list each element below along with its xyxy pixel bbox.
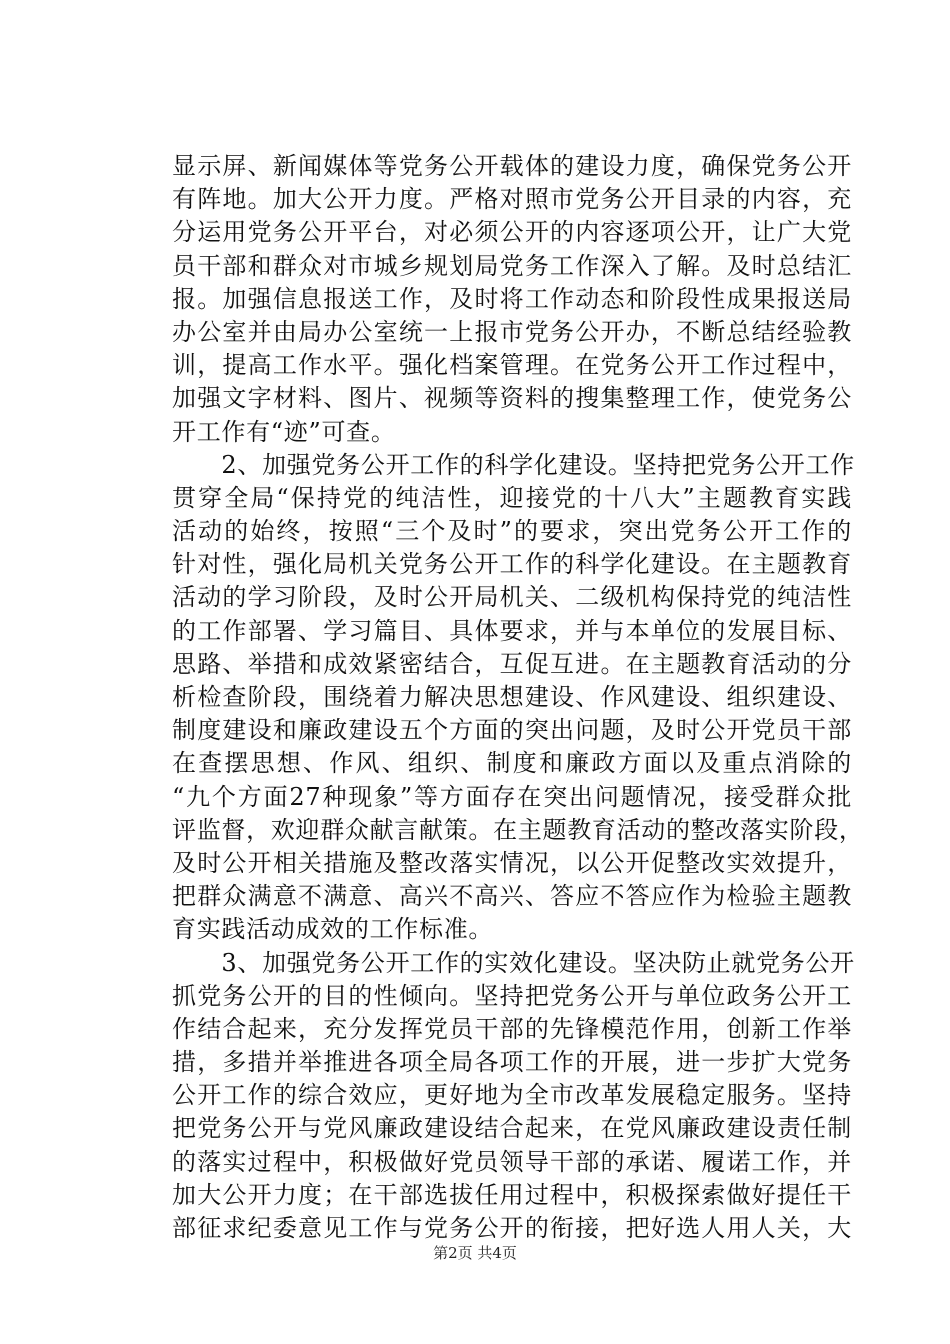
text-line: 评监督，欢迎群众献言献策。在主题教育活动的整改落实阶段， <box>172 815 864 844</box>
text-line: 办公室并由局办公室统一上报市党务公开办，不断总结经验教 <box>172 317 852 346</box>
text-line: 把党务公开与党风廉政建设结合起来，在党风廉政建设责任制 <box>172 1114 852 1143</box>
text-line: 制度建设和廉政建设五个方面的突出问题，及时公开党员干部 <box>172 716 852 745</box>
text-line: 开工作有“迹”可查。 <box>172 417 396 446</box>
text-line: 析检查阶段，围绕着力解决思想建设、作风建设、组织建设、 <box>172 683 852 711</box>
text-line: 部征求纪委意见工作与党务公开的衔接，把好选人用人关，大 <box>172 1214 852 1242</box>
text-line: 有阵地。加大公开力度。严格对照市党务公开目录的内容，充 <box>172 185 852 214</box>
text-line: 公开工作的综合效应，更好地为全市改革发展稳定服务。坚持 <box>172 1081 852 1110</box>
text-line: 思路、举措和成效紧密结合，互促互进。在主题教育活动的分 <box>172 649 852 678</box>
text-line: 员干部和群众对市城乡规划局党务工作深入了解。及时总结汇 <box>172 251 852 280</box>
text-line: 贯穿全局“保持党的纯洁性，迎接党的十八大”主题教育实践 <box>172 483 852 512</box>
page-number-footer: 第2页 共4页 <box>433 1244 517 1262</box>
text-line: 的落实过程中，积极做好党员领导干部的承诺、履诺工作，并 <box>172 1147 852 1176</box>
text-line: “九个方面27种现象”等方面存在突出问题情况，接受群众批 <box>172 782 852 811</box>
text-line: 在查摆思想、作风、组织、制度和廉政方面以及重点消除的 <box>172 749 852 778</box>
text-line: 活动的学习阶段，及时公开局机关、二级机构保持党的纯洁性 <box>172 583 852 612</box>
document-body <box>172 150 864 1245</box>
text-line: 活动的始终，按照“三个及时”的要求，突出党务公开工作的 <box>172 517 852 546</box>
text-line: 加大公开力度；在干部选拔任用过程中，积极探索做好提任干 <box>172 1180 852 1209</box>
text-line: 抓党务公开的目的性倾向。坚持把党务公开与单位政务公开工 <box>172 981 852 1010</box>
text-line: 分运用党务公开平台，对必须公开的内容逐项公开，让广大党 <box>172 218 852 247</box>
text-line: 作结合起来，充分发挥党员干部的先锋模范作用，创新工作举 <box>172 1014 852 1043</box>
text-line: 及时公开相关措施及整改落实情况，以公开促整改实效提升， <box>172 848 852 877</box>
text-line: 育实践活动成效的工作标准。 <box>172 915 494 944</box>
text-line: 把群众满意不满意、高兴不高兴、答应不答应作为检验主题教 <box>172 882 852 911</box>
text-line: 针对性，强化局机关党务公开工作的科学化建设。在主题教育 <box>172 550 852 579</box>
text-line: 训，提高工作水平。强化档案管理。在党务公开工作过程中， <box>172 351 852 380</box>
text-line: 措，多措并举推进各项全局各项工作的开展，进一步扩大党务 <box>172 1048 852 1077</box>
text-line: 3、加强党务公开工作的实效化建设。坚决防止就党务公开 <box>172 948 855 977</box>
text-line: 加强文字材料、图片、视频等资料的搜集整理工作，使党务公 <box>172 384 852 413</box>
text-line: 的工作部署、学习篇目、具体要求，并与本单位的发展目标、 <box>172 616 852 645</box>
text-line: 2、加强党务公开工作的科学化建设。坚持把党务公开工作 <box>172 450 855 479</box>
text-line: 显示屏、新闻媒体等党务公开载体的建设力度，确保党务公开 <box>172 152 852 180</box>
text-line: 报。加强信息报送工作，及时将工作动态和阶段性成果报送局 <box>172 284 852 313</box>
